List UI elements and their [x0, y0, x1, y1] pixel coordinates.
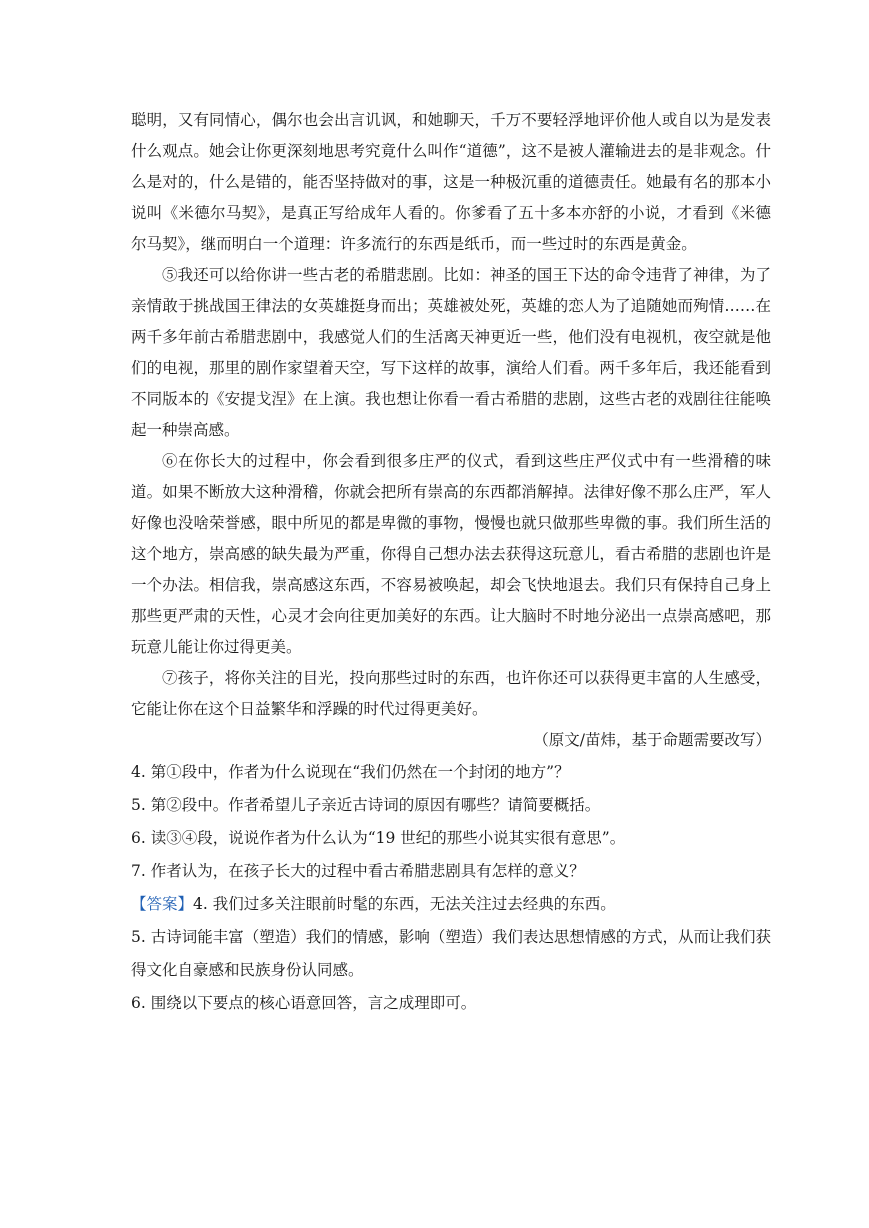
answer-6: 6. 围绕以下要点的核心语意回答，言之成理即可。 [131, 994, 477, 1012]
paragraph-5: ⑤我还可以给你讲一些古老的希腊悲剧。比如：神圣的国王下达的命令违背了神律，为了亲情敢于挑战国王律法的女英雄挺身而出；英雄被处死，英雄的恋人为了追随她而殉情……在两千多年前古希腊悲剧中，我感觉人们的生活离天神更近一些，他们没有电视机，夜空就是他们的电视，那里的剧作家望着天空，写下这样的故事，演给人们看。两千多年后，我还能看到不同版本的《安提戈涅》在上演。我也想让你看一看古希腊的悲剧，这些古老的戏剧往往能唤起一种崇高感。 [131, 266, 771, 439]
paragraph-7: ⑦孩子，将你关注的目光，投向那些过时的东西，也许你还可以获得更丰富的人生感受，它能让你在这个日益繁华和浮躁的时代过得更美好。 [131, 669, 771, 718]
answer-tag: 【答案】 [131, 895, 194, 913]
answer-4-text: 4. 我们过多关注眼前时髦的东西，无法关注过去经典的东西。 [193, 895, 616, 913]
paragraph-6: ⑥在你长大的过程中，你会看到很多庄严的仪式，看到这些庄严仪式中有一些滑稽的味道。如果不断放大这种滑稽，你就会把所有崇高的东西都消解掉。法律好像不那么庄严，军人好像也没啥荣誉感，眼中所见的都是卑微的事物，慢慢也就只做那些卑微的事。我们所生活的这个地方，崇高感的缺失最为严重，你得自己想办法去获得这玩意儿，看古希腊的悲剧也许是一个办法。相信我，崇高感这东西，不容易被唤起，却会飞快地退去。我们只有保持自己身上那些更严肃的天性，心灵才会向往更加美好的东西。让大脑时不时地分泌出一点崇高感吧，那玩意儿能让你过得更美。 [131, 452, 771, 656]
source-attribution: （原文/苗炜，基于命题需要改写） [533, 731, 771, 749]
paragraph-continued: 聪明，又有同情心，偶尔也会出言讥讽，和她聊天，千万不要轻浮地评价他人或自以为是发表什么观点。她会让你更深刻地思考究竟什么叫作“道德”，这不是被人灌输进去的是非观念。什么是对的，什么是错的，能否坚持做对的事，这是一种极沉重的道德责任。她最有名的那本小说叫《米德尔马契》，是真正写给成年人看的。你爹看了五十多本亦舒的小说，才看到《米德尔马契》，继而明白一个道理：许多流行的东西是纸币，而一些过时的东西是黄金。 [131, 111, 771, 253]
question-6: 6. 读③④段，说说作者为什么认为“19 世纪的那些小说其实很有意思”。 [131, 829, 626, 847]
question-5: 5. 第②段中。作者希望儿子亲近古诗词的原因有哪些？请简要概括。 [131, 796, 601, 814]
answer-4 [131, 888, 771, 921]
answer-5: 5. 古诗词能丰富（塑造）我们的情感，影响（塑造）我们表达思想情感的方式，从而让我们获得文化自豪感和民族身份认同感。 [131, 928, 771, 979]
question-4: 4. 第①段中，作者为什么说现在“我们仍然在一个封闭的地方”？ [131, 763, 570, 781]
document-content [131, 105, 771, 1020]
question-7: 7. 作者认为，在孩子长大的过程中看古希腊悲剧具有怎样的意义？ [131, 862, 585, 880]
